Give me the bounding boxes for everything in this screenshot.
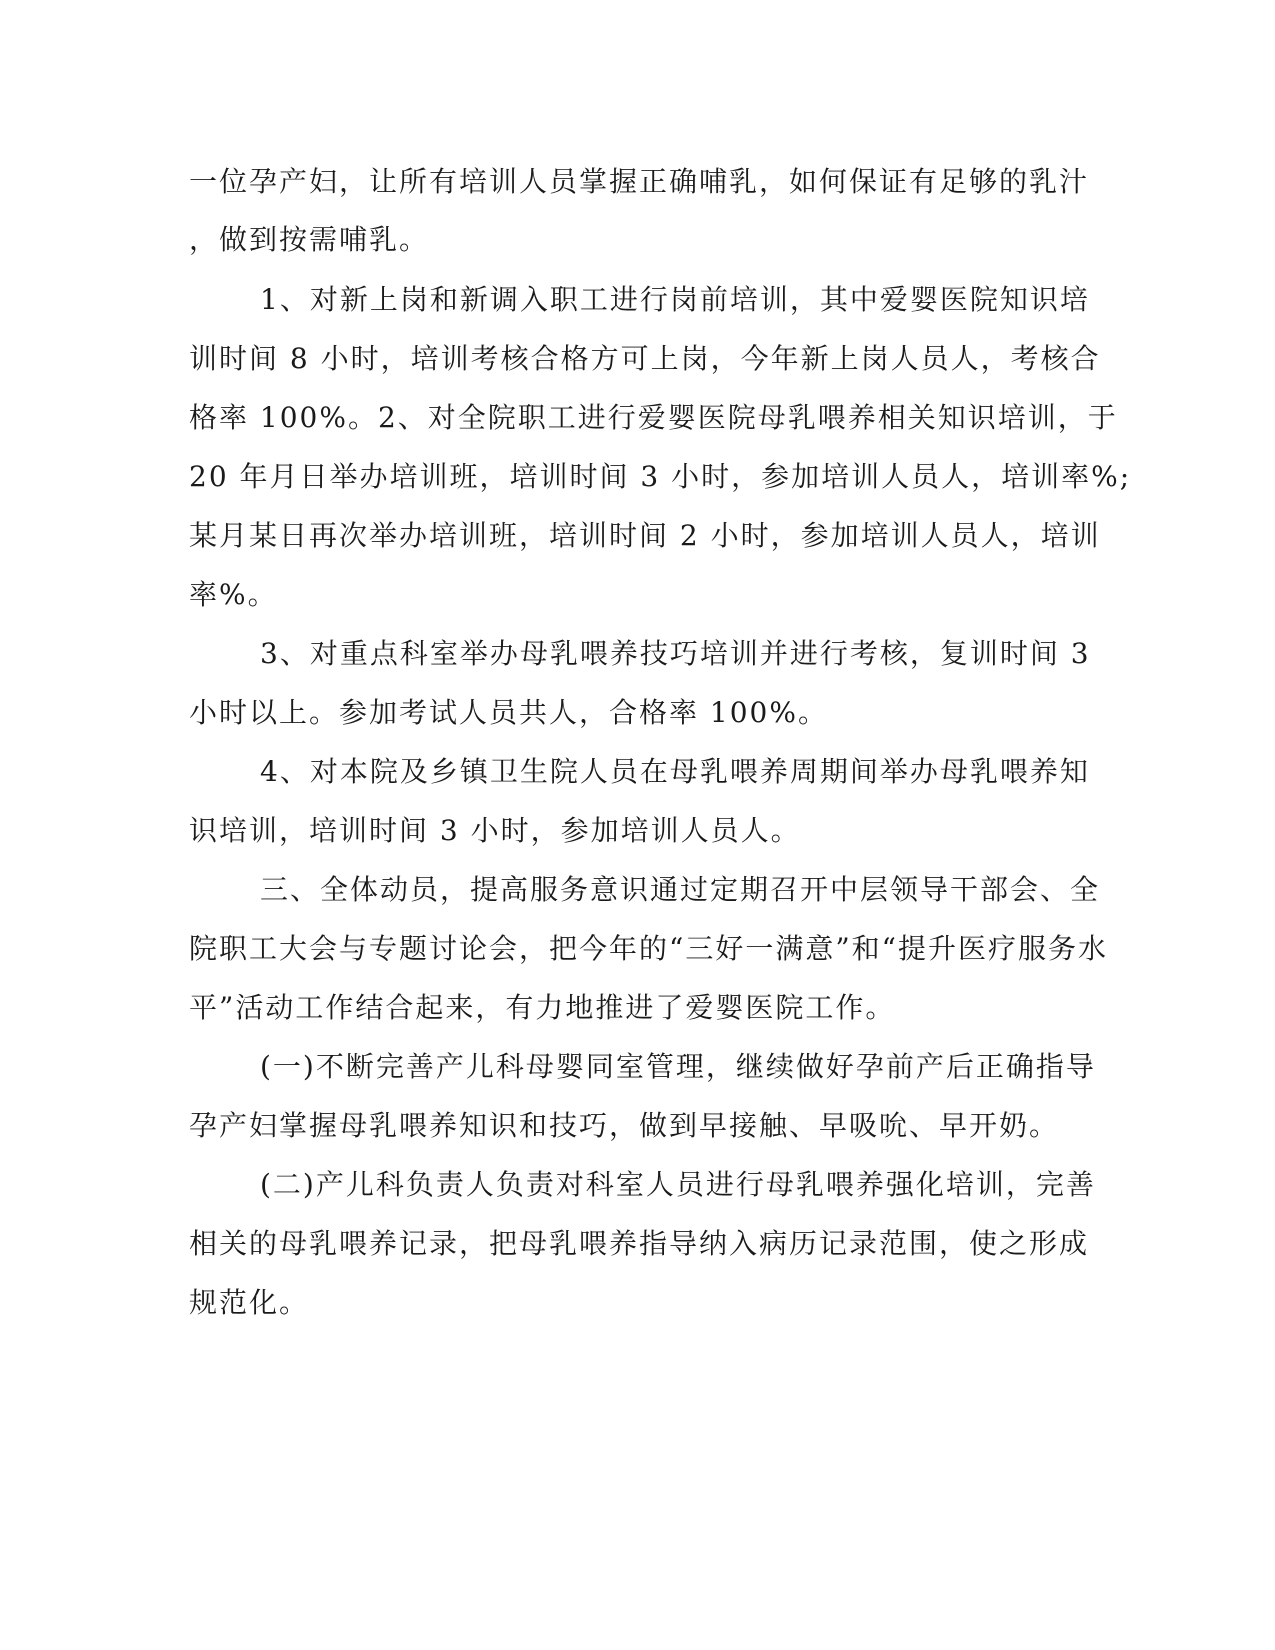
text-line: 识培训，培训时间 3 小时，参加培训人员人。 bbox=[189, 814, 801, 847]
text-line: 训时间 8 小时，培训考核合格方可上岗，今年新上岗人员人，考核合 bbox=[189, 342, 1101, 375]
paragraph-first-line: 4、对本院及乡镇卫生院人员在母乳喂养周期间举办母乳喂养知 bbox=[260, 755, 1090, 788]
text-line: 格率 100%。2、对全院职工进行爱婴医院母乳喂养相关知识培训，于 bbox=[189, 401, 1118, 434]
text-line: 率%。 bbox=[189, 578, 278, 611]
paragraph-first-line: 3、对重点科室举办母乳喂养技巧培训并进行考核，复训时间 3 bbox=[260, 637, 1091, 670]
section-heading-line: 三、全体动员，提高服务意识通过定期召开中层领导干部会、全 bbox=[260, 873, 1101, 906]
text-line: 孕产妇掌握母乳喂养知识和技巧，做到早接触、早吸吮、早开奶。 bbox=[189, 1109, 1060, 1142]
text-line: 平”活动工作结合起来，有力地推进了爱婴医院工作。 bbox=[189, 991, 896, 1024]
text-line: 相关的母乳喂养记录，把母乳喂养指导纳入病历记录范围，使之形成 bbox=[189, 1227, 1090, 1260]
text-line: 某月某日再次举办培训班，培训时间 2 小时，参加培训人员人，培训 bbox=[189, 519, 1101, 552]
text-line: 规范化。 bbox=[189, 1286, 310, 1319]
paragraph-first-line: 1、对新上岗和新调入职工进行岗前培训，其中爱婴医院知识培 bbox=[260, 283, 1090, 316]
paragraph-first-line: (二)产儿科负责人负责对科室人员进行母乳喂养强化培训，完善 bbox=[260, 1168, 1096, 1201]
text-line: 一位孕产妇，让所有培训人员掌握正确哺乳，如何保证有足够的乳汁 bbox=[189, 165, 1090, 198]
text-line: 小时以上。参加考试人员共人，合格率 100%。 bbox=[189, 696, 828, 729]
paragraph-first-line: (一)不断完善产儿科母婴同室管理，继续做好孕前产后正确指导 bbox=[260, 1050, 1096, 1083]
text-line: 院职工大会与专题讨论会，把今年的“三好一满意”和“提升医疗服务水 bbox=[189, 932, 1108, 965]
text-line: 20 年月日举办培训班，培训时间 3 小时，参加培训人员人，培训率%; bbox=[189, 460, 1132, 493]
text-line: ，做到按需哺乳。 bbox=[189, 223, 430, 256]
